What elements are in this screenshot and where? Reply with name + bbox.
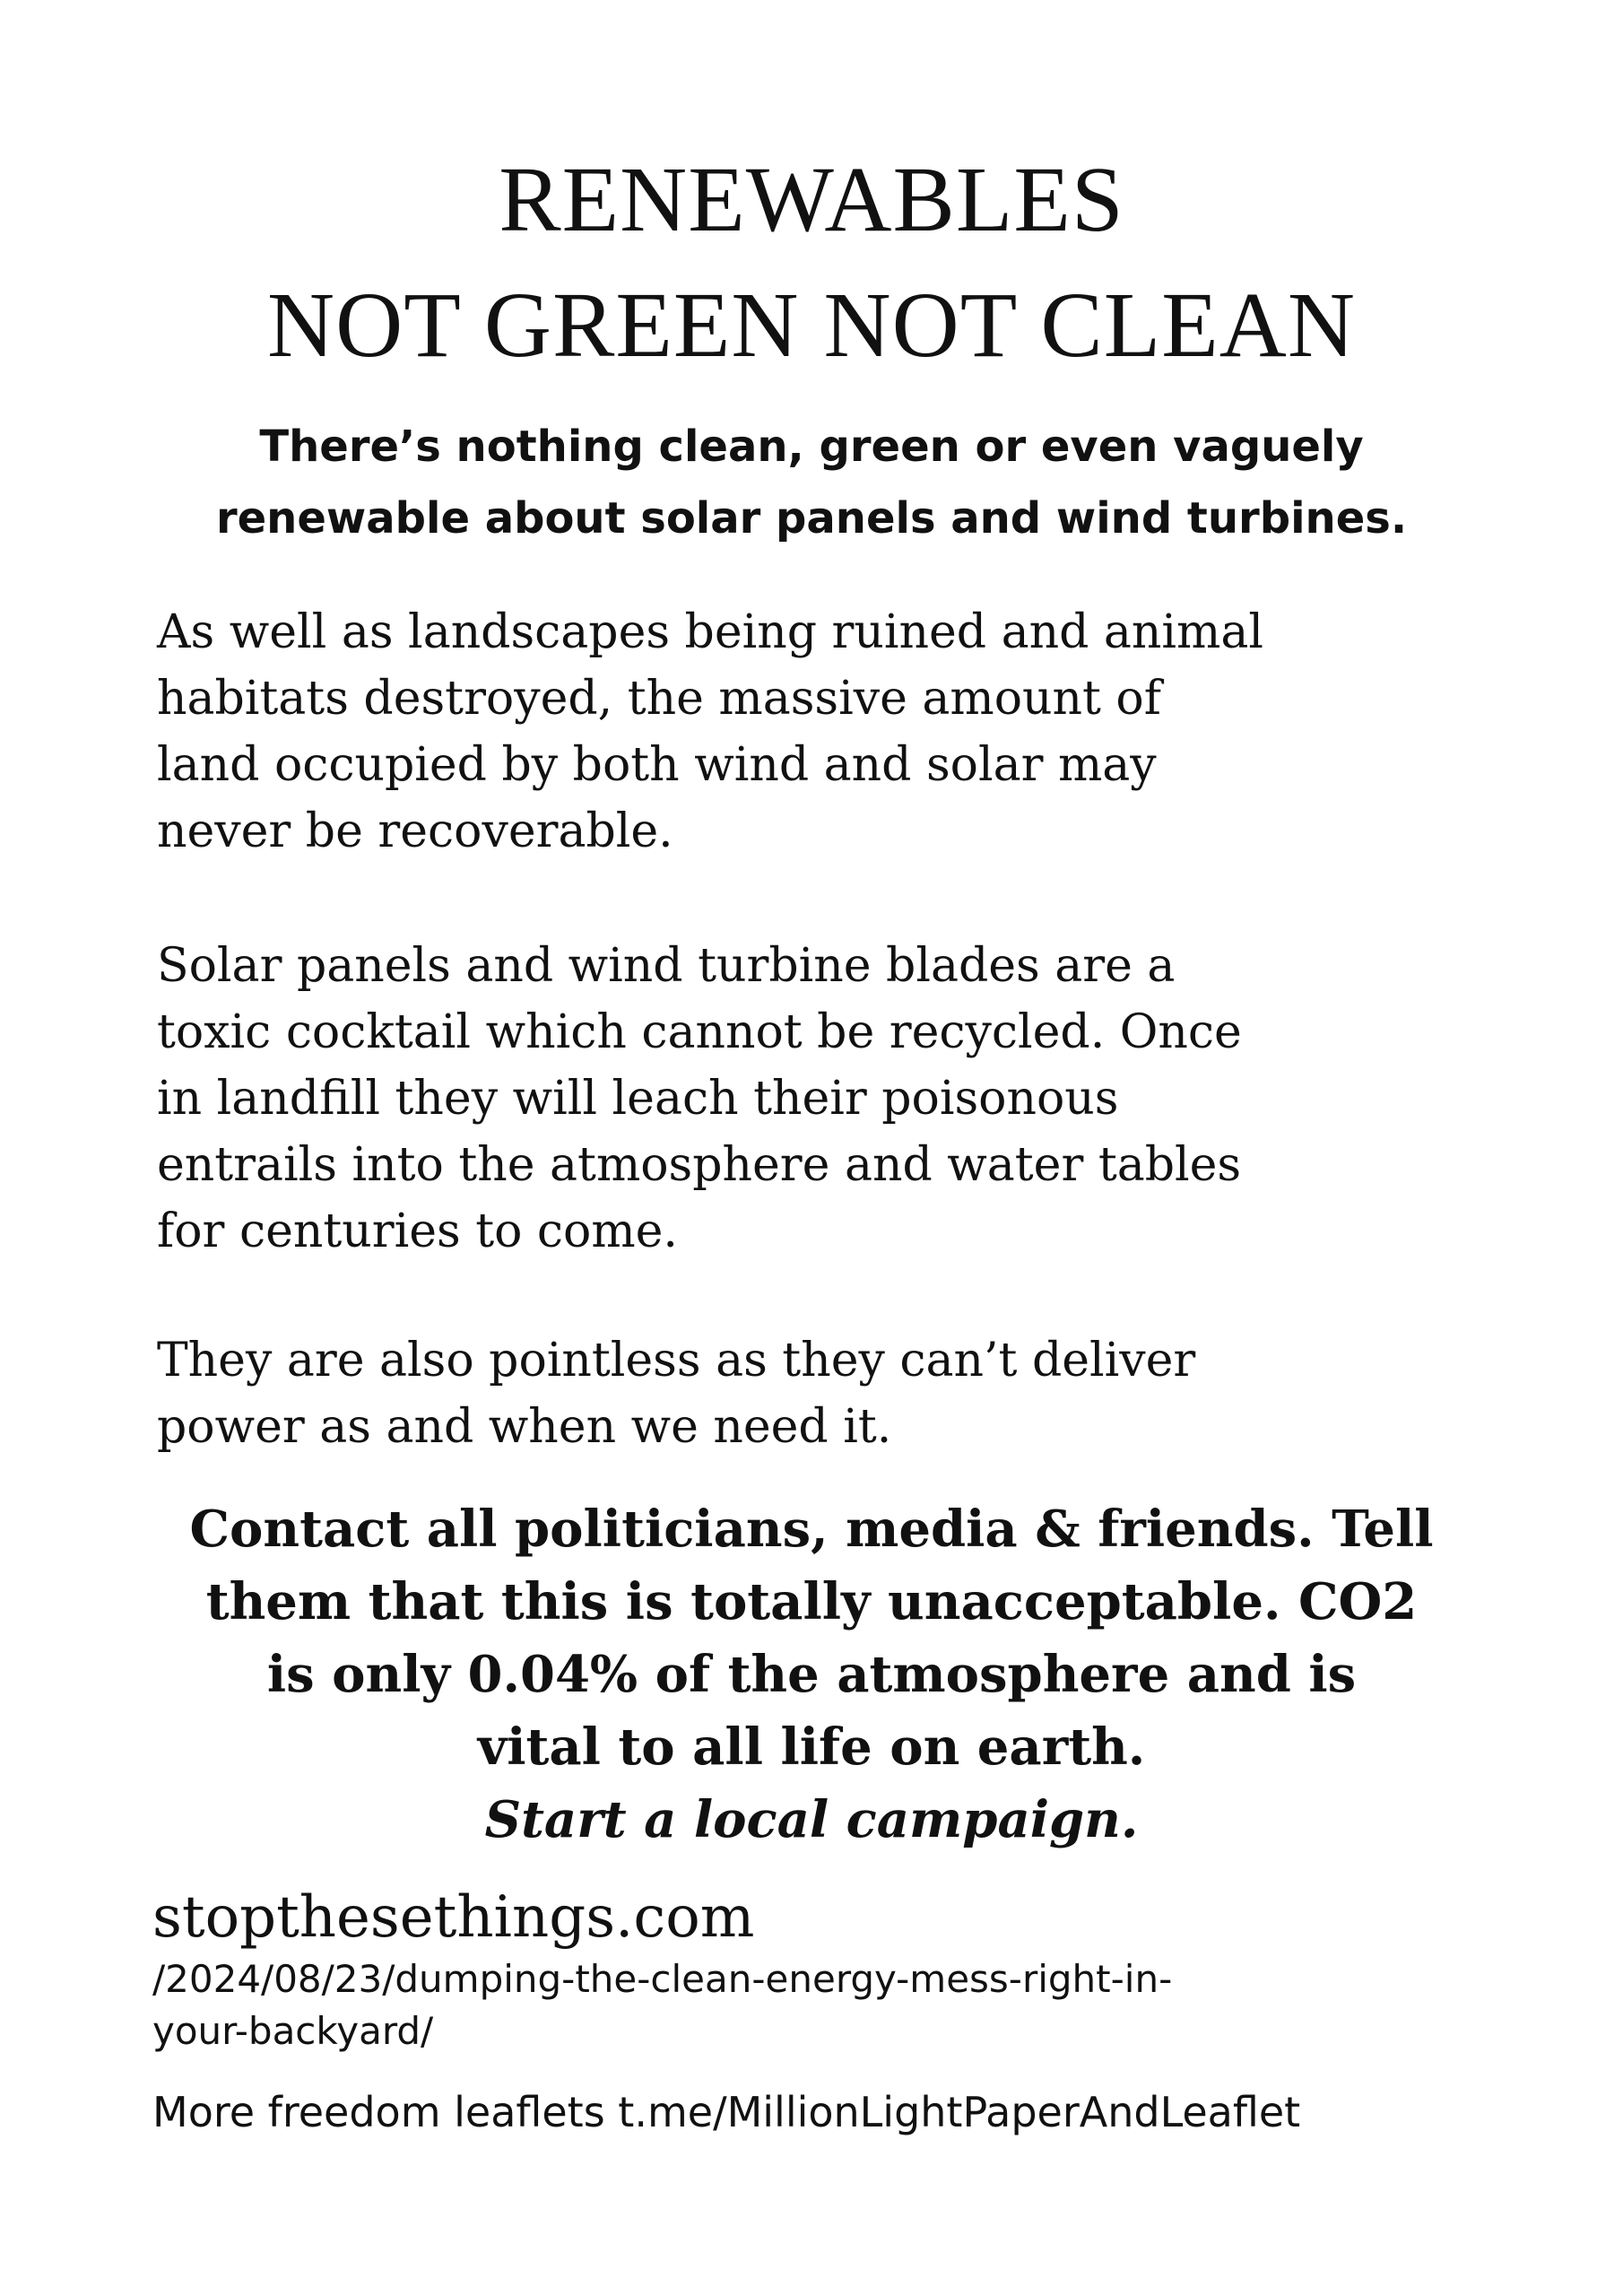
paragraph-pointless [157,1327,1502,1460]
paragraph-land-use [157,599,1502,865]
paragraph-line: in landfill they will leach their poisonous [157,1072,1119,1126]
paragraph-line: toxic cocktail which cannot be recycled. Once [157,1005,1242,1059]
cta-line: Contact all politicians, media & friends. Tell [189,1500,1434,1559]
paragraph-line: As well as landscapes being ruined and animal [157,605,1263,659]
paragraph-line: for centuries to come. [157,1205,678,1258]
source-url-path [152,1953,1497,2057]
subtitle-line-1: There’s nothing clean, green or even vaguely [259,422,1364,472]
cta-campaign-line: Start a local campaign. [484,1790,1139,1849]
paragraph-line: They are also pointless as they can’t deliver [157,1334,1196,1387]
paragraph-toxic-waste [157,933,1502,1265]
cta-line: them that this is totally unacceptable. CO2 [205,1572,1418,1631]
url-path-line-2: your-backyard/ [152,2009,434,2053]
paragraph-line: land occupied by both wind and solar may [157,738,1157,792]
cta-line: vital to all life on earth. [477,1718,1146,1777]
subtitle-line-2: renewable about solar panels and wind turbines. [215,493,1408,544]
paragraph-line: habitats destroyed, the massive amount of [157,672,1161,726]
paragraph-line: never be recoverable. [157,804,673,858]
headline-line-1: RENEWABLES [499,148,1124,251]
paragraph-line: entrails into the atmosphere and water tables [157,1138,1242,1192]
source-site: stopthesethings.com [152,1884,755,1951]
url-path-line-1: /2024/08/23/dumping-the-clean-energy-mess-right-in- [152,1957,1173,2001]
footer-leaflets-link: More freedom leaflets t.me/MillionLightPaperAndLeaflet [152,2088,1301,2136]
headline-line-2: NOT GREEN NOT CLEAN [267,274,1356,377]
paragraph-line: power as and when we need it. [157,1400,892,1454]
paragraph-line: Solar panels and wind turbine blades are a [157,939,1176,993]
call-to-action [0,1493,1623,1857]
cta-line: is only 0.04% of the atmosphere and is [266,1645,1357,1704]
